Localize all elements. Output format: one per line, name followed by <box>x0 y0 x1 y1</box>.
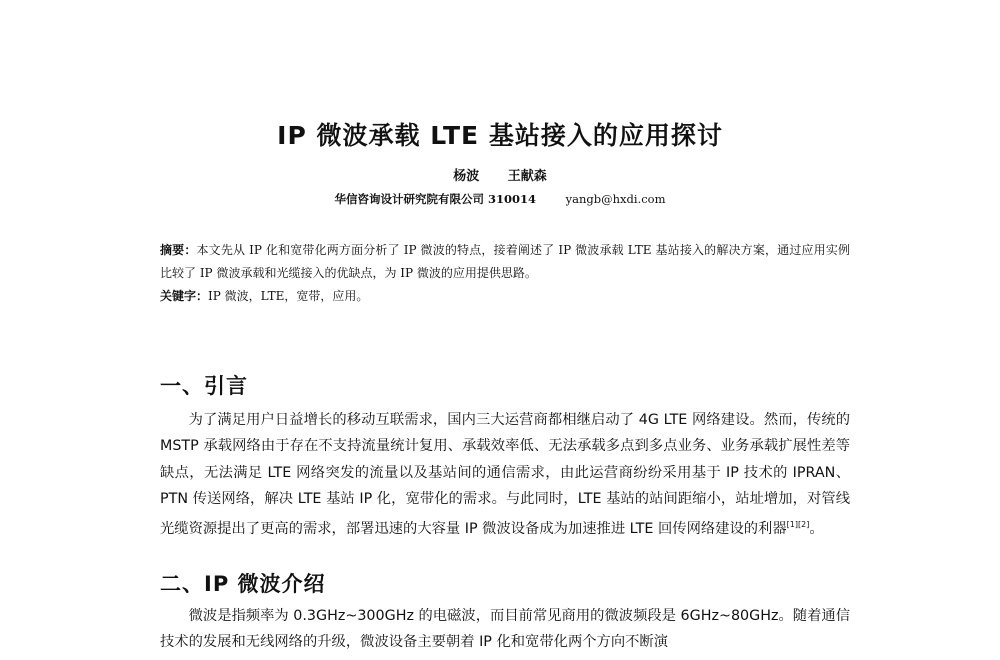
section-body-ip-microwave <box>160 603 850 656</box>
abstract-text: 本文先从 IP 化和宽带化两方面分析了 IP 微波的特点，接着阐述了 IP 微波承载 LTE 基站接入的解决方案，通过应用实例比较了 IP 微波承载和光缆接入的优缺点，为 IP 微波的应用提供思路。 <box>160 243 850 280</box>
keywords-text: IP 微波，LTE，宽带，应用。 <box>208 289 369 303</box>
author-email: yangb@hxdi.com <box>565 192 666 206</box>
section-body-introduction <box>160 407 850 542</box>
paragraph-text: 微波是指频率为 0.3GHz~300GHz 的电磁波，而目前常见商用的微波频段是 6GHz~80GHz。随着通信技术的发展和无线网络的升级，微波设备主要朝着 IP 化和宽带化两个方向不断演 <box>160 608 850 651</box>
author-name: 杨波 <box>453 169 480 184</box>
paragraph <box>160 603 850 656</box>
citation-ref: [1][2] <box>786 520 810 530</box>
author-list <box>0 165 1000 184</box>
keywords-label: 关键字： <box>160 289 209 303</box>
affiliation-line <box>0 191 1000 207</box>
keywords <box>160 285 850 308</box>
paragraph <box>160 407 850 542</box>
paragraph-text: 为了满足用户日益增长的移动互联需求，国内三大运营商都相继启动了 4G LTE 网络建设。然而，传统的 MSTP 承载网络由于存在不支持流量统计复用、承载效率低、无法承载多点到多点业务、业务承载扩展性差等缺点，无法满足 LTE 网络突发的流量以及基站间的通信需求，由此运营商纷纷采用基于 IP 技术的 IPRAN、PTN 传送网络，解决 LTE 基站 IP 化，宽带化的需求。与此同时，LTE 基站的站间距缩小，站址增加，对管线光缆资源提出了更高的需求，部署迅速的大容量 IP 微波设备成为加速推进 LTE 回传网络建设的利器 <box>160 412 850 537</box>
abstract-label: 摘要： <box>160 243 197 257</box>
author-name: 王献森 <box>507 169 547 184</box>
section-heading-ip-microwave: 二、IP 微波介绍 <box>160 572 326 596</box>
section-heading-introduction: 一、引言 <box>160 374 248 398</box>
paper-title: IP 微波承载 LTE 基站接入的应用探讨 <box>277 121 723 150</box>
abstract <box>160 239 850 285</box>
affiliation-org: 华信咨询设计研究院有限公司 310014 <box>334 192 536 206</box>
abstract-block <box>160 239 850 308</box>
paragraph-end: 。 <box>809 520 824 537</box>
